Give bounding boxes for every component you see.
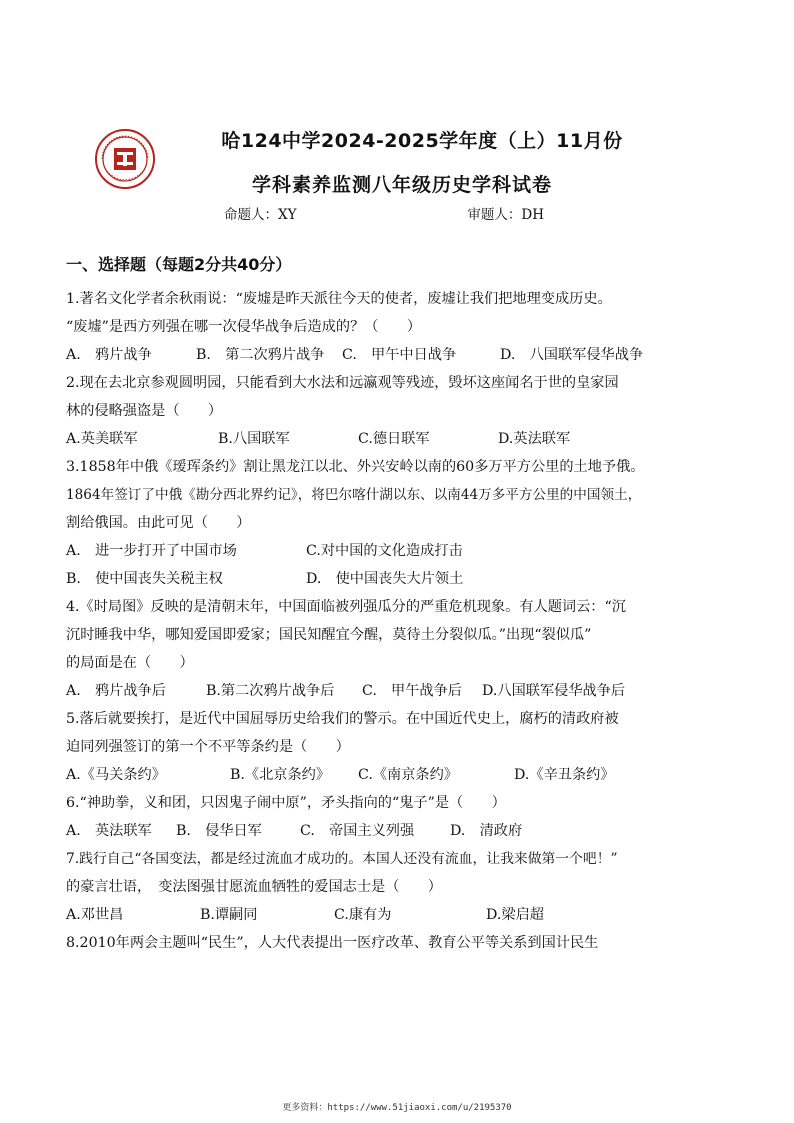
question-stem: 7.践行自己“各国变法，都是经过流血才成功的。本国人还没有流血，让我来做第一个吧！” [66, 851, 618, 867]
option-d[interactable]: D.英法联军 [498, 431, 571, 447]
question-7-options [66, 901, 738, 929]
question-4-options [66, 677, 738, 705]
option-b[interactable]: B. 使中国丧失关税主权 [66, 571, 223, 587]
option-c[interactable]: C.康有为 [334, 907, 392, 923]
option-c[interactable]: C. 甲午中日战争 [342, 347, 457, 363]
question-2 [66, 369, 738, 425]
author-label: 命题人：XY [224, 207, 297, 223]
option-d[interactable]: D.《辛丑条约》 [514, 767, 615, 783]
option-a[interactable]: A. 英法联军 [66, 823, 152, 839]
option-b[interactable]: B. 侵华日军 [176, 823, 262, 839]
question-5-options [66, 761, 738, 789]
question-stem: 的局面是在（ ） [66, 655, 194, 671]
option-a[interactable]: A.邓世昌 [66, 907, 124, 923]
option-d[interactable]: D.八国联军侵华战争后 [482, 683, 626, 699]
question-stem: 的豪言壮语， 变法图强甘愿流血牺牲的爱国志士是（ ） [66, 879, 442, 895]
section-title: 一、选择题（每题2分共40分） [66, 255, 292, 274]
option-d[interactable]: D. 清政府 [450, 823, 523, 839]
question-stem: 8.2010年两会主题叫“民生”，人大代表提出一医疗改革、教育公平等关系到国计民生 [66, 935, 599, 951]
question-3-options [66, 537, 738, 593]
option-b[interactable]: B.谭嗣同 [200, 907, 258, 923]
option-b[interactable]: B.第二次鸦片战争后 [206, 683, 335, 699]
option-c[interactable]: C.对中国的文化造成打击 [306, 543, 463, 559]
option-d[interactable]: D. 八国联军侵华战争 [500, 347, 644, 363]
question-stem: 割给俄国。由此可见（ ） [66, 515, 251, 531]
option-a[interactable]: A. 鸦片战争后 [66, 683, 166, 699]
question-stem: 1864年签订了中俄《勘分西北界约记》，将巴尔喀什湖以东、以南44万多平方公里的中国领土， [66, 487, 642, 503]
question-6-options [66, 817, 738, 845]
option-b[interactable]: B. 第二次鸦片战争 [196, 347, 325, 363]
option-c[interactable]: C. 帝国主义列强 [300, 823, 415, 839]
option-b[interactable]: B.《北京条约》 [230, 767, 331, 783]
question-8 [66, 929, 738, 957]
option-c[interactable]: C.德日联军 [358, 431, 430, 447]
exam-title-line2: 学科素养监测八年级历史学科试卷 [251, 174, 552, 196]
question-1 [66, 285, 738, 341]
option-a[interactable]: A.英美联军 [66, 431, 138, 447]
question-7 [66, 845, 738, 901]
question-stem: 沉时睡我中华，哪知爱国即爱家；国民知醒宜今醒，莫待土分裂似瓜。”出现“裂似瓜” [66, 627, 592, 643]
question-stem: 4.《时局图》反映的是清朝末年，中国面临被列强瓜分的严重危机现象。有人题词云：“沉 [66, 599, 626, 615]
option-d[interactable]: D.梁启超 [486, 907, 544, 923]
question-3 [66, 453, 738, 537]
reviewer-label: 审题人：DH [467, 207, 544, 223]
option-b[interactable]: B.八国联军 [218, 431, 290, 447]
question-stem: 5.落后就要挨打，是近代中国屈辱历史给我们的警示。在中国近代史上，腐朽的清政府被 [66, 711, 619, 727]
question-4 [66, 593, 738, 677]
exam-title-line1: 哈124中学2024-2025学年度（上）11月份 [221, 130, 623, 152]
question-2-options [66, 425, 738, 453]
question-stem: 6.“神助拳，义和团，只因鬼子闹中原”，矛头指向的“鬼子”是（ ） [66, 795, 506, 811]
page-footer: 更多资料：https://www.51jiaoxi.com/u/2195370 [282, 1103, 512, 1113]
authors-row [224, 203, 544, 223]
option-c[interactable]: C.《南京条约》 [358, 767, 458, 783]
question-1-options [66, 341, 738, 369]
question-stem: “废墟”是西方列强在哪一次侵华战争后造成的？（ ） [66, 319, 422, 335]
question-stem: 3.1858年中俄《瑷珲条约》割让黑龙江以北、外兴安岭以南的60多万平方公里的土地予俄。 [66, 459, 645, 475]
option-a[interactable]: A.《马关条约》 [66, 767, 166, 783]
question-6 [66, 789, 738, 817]
question-stem: 1.著名文化学者余秋雨说：“废墟是昨天派往今天的使者，废墟让我们把地理变成历史。 [66, 291, 612, 307]
question-stem: 林的侵略强盗是（ ） [66, 403, 223, 419]
option-a[interactable]: A. 进一步打开了中国市场 [66, 543, 237, 559]
option-d[interactable]: D. 使中国丧失大片领土 [306, 571, 464, 587]
option-a[interactable]: A. 鸦片战争 [66, 347, 152, 363]
option-c[interactable]: C. 甲午战争后 [362, 683, 462, 699]
question-5 [66, 705, 738, 761]
question-stem: 2.现在去北京参观圆明园，只能看到大水法和远瀛观等残迹，毁坏这座闻名于世的皇家园 [66, 375, 619, 391]
question-stem: 迫同列强签订的第一个不平等条约是（ ） [66, 739, 350, 755]
exam-header [66, 0, 738, 232]
